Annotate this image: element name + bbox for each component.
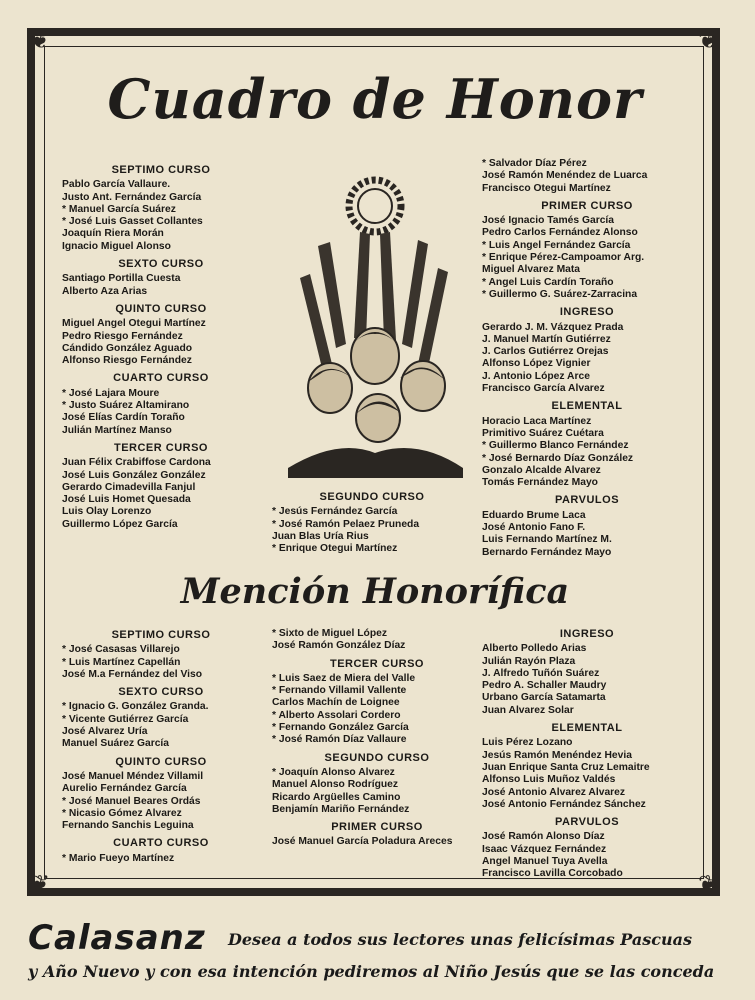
student-name: Fernando Sanchis Leguina bbox=[62, 820, 194, 832]
course-group bbox=[482, 158, 692, 195]
course-heading: ELEMENTAL bbox=[551, 400, 623, 413]
student-name: José Ramón Menéndez de Luarca bbox=[482, 170, 648, 182]
name-list bbox=[482, 643, 692, 717]
course-heading: ELEMENTAL bbox=[551, 722, 623, 735]
name-list bbox=[482, 416, 692, 490]
page-title: Cuadro de Honor bbox=[107, 67, 643, 131]
student-name: * José Manuel Beares Ordás bbox=[62, 795, 201, 807]
cuadro-middle-column bbox=[272, 491, 472, 555]
student-name: Juan Blas Uría Rius bbox=[272, 530, 369, 542]
course-group bbox=[62, 686, 260, 750]
student-name: José Luis Homet Quesada bbox=[62, 494, 191, 506]
student-name: Luis Olay Lorenzo bbox=[62, 506, 152, 518]
course-group bbox=[62, 372, 260, 436]
student-name: * Enrique Otegui Martínez bbox=[272, 543, 398, 555]
name-list bbox=[62, 771, 260, 832]
student-name: José Manuel Méndez Villamil bbox=[62, 770, 204, 782]
course-group bbox=[62, 258, 260, 298]
student-name: J. Carlos Gutiérrez Orejas bbox=[482, 346, 609, 358]
student-name: Horacio Laca Martínez bbox=[482, 415, 592, 427]
student-name: Manuel Alonso Rodríguez bbox=[272, 779, 399, 791]
student-name: Francisco García Alvarez bbox=[482, 383, 605, 395]
student-name: * Luis Angel Fernández García bbox=[482, 239, 631, 251]
student-name: J. Antonio López Arce bbox=[482, 370, 590, 382]
student-name: * Vicente Gutiérrez García bbox=[62, 713, 189, 725]
course-heading: INGRESO bbox=[559, 306, 615, 319]
course-heading: CUARTO CURSO bbox=[113, 372, 209, 385]
section-subtitle: Mención Honorífica bbox=[180, 571, 570, 612]
course-heading: QUINTO CURSO bbox=[115, 755, 207, 768]
student-name: Gerardo Cimadevilla Fanjul bbox=[62, 481, 196, 493]
student-name: Jesús Ramón Menéndez Hevia bbox=[482, 749, 632, 761]
course-heading: SEGUNDO CURSO bbox=[324, 751, 430, 764]
course-group bbox=[272, 491, 472, 555]
course-group bbox=[272, 628, 482, 653]
student-name: Juan Enrique Santa Cruz Lemaitre bbox=[482, 761, 650, 773]
student-name: * Ignacio G. González Granda. bbox=[62, 701, 209, 713]
name-list bbox=[62, 644, 260, 681]
course-group bbox=[482, 306, 692, 395]
student-name: Luis Pérez Lozano bbox=[482, 737, 573, 749]
student-name: Alfonso López Vignier bbox=[482, 358, 591, 370]
course-group bbox=[482, 816, 692, 880]
name-list bbox=[62, 388, 260, 437]
course-heading: PARVULOS bbox=[554, 494, 620, 507]
student-name: José Antonio Alvarez Alvarez bbox=[482, 786, 626, 798]
name-list bbox=[482, 215, 692, 301]
name-list bbox=[62, 853, 260, 865]
student-name: Cándido González Aguado bbox=[62, 342, 193, 354]
course-group bbox=[62, 303, 260, 367]
student-name: Alfonso Riesgo Fernández bbox=[62, 355, 192, 367]
student-name: * Guillermo Blanco Fernández bbox=[482, 440, 629, 452]
student-name: * Fernando Villamil Vallente bbox=[272, 685, 407, 697]
student-name: Miguel Angel Otegui Martínez bbox=[62, 318, 206, 330]
student-name: * Jesús Fernández García bbox=[272, 506, 398, 518]
student-name: * Fernando González García bbox=[272, 722, 409, 734]
name-list bbox=[62, 701, 260, 750]
name-list bbox=[62, 457, 260, 531]
mencion-right-column bbox=[482, 628, 692, 881]
student-name: José Alvarez Uría bbox=[62, 726, 148, 738]
student-name: Francisco Lavilla Corcobado bbox=[482, 868, 623, 880]
course-heading: INGRESO bbox=[559, 628, 615, 640]
student-name: Alfonso Luis Muñoz Valdés bbox=[482, 774, 616, 786]
student-name: José Ramón González Díaz bbox=[272, 640, 406, 652]
student-name: Pedro A. Schaller Maudry bbox=[482, 680, 607, 692]
student-name: * Enrique Pérez-Campoamor Arg. bbox=[482, 252, 645, 264]
student-name: * Angel Luis Cardín Toraño bbox=[482, 276, 614, 288]
corner-ornament-icon: ❦ bbox=[29, 870, 51, 898]
name-list bbox=[482, 737, 692, 811]
student-name: Gerardo J. M. Vázquez Prada bbox=[482, 321, 624, 333]
course-heading: PARVULOS bbox=[554, 816, 620, 829]
course-heading: SEGUNDO CURSO bbox=[319, 491, 425, 503]
student-name: * Manuel García Suárez bbox=[62, 203, 176, 215]
student-name: Ignacio Miguel Alonso bbox=[62, 240, 171, 252]
course-group bbox=[482, 722, 692, 811]
student-name: Juan Alvarez Solar bbox=[482, 704, 574, 716]
name-list bbox=[272, 673, 482, 747]
name-list bbox=[272, 767, 482, 816]
student-name: Aurelio Fernández García bbox=[62, 783, 187, 795]
name-list bbox=[272, 836, 482, 848]
student-name: Juan Félix Crabiffose Cardona bbox=[62, 457, 211, 469]
student-name: Tomás Fernández Mayo bbox=[482, 477, 598, 489]
course-group bbox=[62, 629, 260, 681]
student-name: José Luis González González bbox=[62, 469, 206, 481]
student-name: Alberto Aza Arias bbox=[62, 285, 148, 297]
student-name: Santiago Portilla Cuesta bbox=[62, 273, 181, 285]
course-heading: TERCER CURSO bbox=[329, 657, 424, 670]
student-name: J. Alfredo Tuñón Suárez bbox=[482, 667, 600, 679]
corner-ornament-icon: ❦ bbox=[697, 870, 719, 898]
student-name: Alberto Polledo Arias bbox=[482, 643, 587, 655]
student-name: Pablo García Vallaure. bbox=[62, 179, 171, 191]
course-heading: CUARTO CURSO bbox=[113, 837, 209, 850]
student-name: Carlos Machín de Loignee bbox=[272, 697, 400, 709]
student-name: Guillermo López García bbox=[62, 518, 178, 530]
student-name: * José Lajara Moure bbox=[62, 387, 160, 399]
course-heading: SEPTIMO CURSO bbox=[111, 164, 211, 176]
name-list bbox=[482, 158, 692, 195]
course-group bbox=[62, 442, 260, 531]
name-list bbox=[272, 628, 482, 653]
student-name: * Salvador Díaz Pérez bbox=[482, 158, 587, 169]
course-group bbox=[272, 821, 482, 849]
course-heading: SEPTIMO CURSO bbox=[111, 629, 211, 641]
student-name: * Mario Fueyo Martínez bbox=[62, 852, 175, 864]
student-name: * Alberto Assolari Cordero bbox=[272, 709, 401, 721]
student-name: Ricardo Argüelles Camino bbox=[272, 791, 401, 803]
student-name: Luis Fernando Martínez M. bbox=[482, 534, 612, 546]
course-group bbox=[482, 494, 692, 558]
student-name: Urbano García Satamarta bbox=[482, 692, 606, 704]
student-name: Julián Rayón Plaza bbox=[482, 655, 576, 667]
footer-greeting-line-2: y Año Nuevo y con esa intención pediremos al Niño Jesús que se las conceda bbox=[28, 962, 715, 981]
name-list bbox=[482, 322, 692, 396]
name-list bbox=[62, 318, 260, 367]
corner-ornament-icon: ❦ bbox=[697, 26, 719, 54]
student-name: José Ignacio Tamés García bbox=[482, 215, 615, 227]
student-name: Benjamín Mariño Fernández bbox=[272, 803, 410, 815]
student-name: * José Bernardo Díaz González bbox=[482, 452, 634, 464]
course-group bbox=[272, 658, 482, 747]
student-name: José Antonio Fernández Sánchez bbox=[482, 798, 646, 810]
student-name: Manuel Suárez García bbox=[62, 738, 170, 750]
course-group bbox=[62, 164, 260, 253]
student-name: * Sixto de Miguel López bbox=[272, 628, 387, 639]
student-name: Isaac Vázquez Fernández bbox=[482, 843, 607, 855]
student-name: Bernardo Fernández Mayo bbox=[482, 546, 612, 558]
name-list bbox=[482, 831, 692, 880]
student-name: * Guillermo G. Suárez-Zarracina bbox=[482, 288, 638, 300]
name-list bbox=[482, 510, 692, 559]
cuadro-left-column bbox=[62, 164, 260, 531]
student-name: * José Luis Gasset Collantes bbox=[62, 216, 203, 228]
cuadro-right-column bbox=[482, 158, 692, 559]
student-name: José M.a Fernández del Viso bbox=[62, 668, 203, 680]
brand-name: Calasanz bbox=[28, 918, 206, 958]
course-group bbox=[482, 200, 692, 301]
course-heading: PRIMER CURSO bbox=[331, 821, 423, 834]
mencion-left-column bbox=[62, 629, 260, 865]
student-name: Julián Martínez Manso bbox=[62, 424, 172, 436]
course-heading: SEXTO CURSO bbox=[118, 258, 204, 271]
student-name: José Elías Cardín Toraño bbox=[62, 412, 185, 424]
course-heading: SEXTO CURSO bbox=[118, 686, 204, 699]
student-name: Angel Manuel Tuya Avella bbox=[482, 856, 608, 868]
student-name: * José Casasas Villarejo bbox=[62, 644, 180, 656]
student-name: * Luis Martínez Capellán bbox=[62, 656, 181, 668]
student-name: * Justo Suárez Altamirano bbox=[62, 400, 190, 412]
course-group bbox=[62, 837, 260, 865]
student-name: Pedro Riesgo Fernández bbox=[62, 330, 183, 342]
student-name: * Nicasio Gómez Alvarez bbox=[62, 807, 182, 819]
mencion-middle-column bbox=[272, 628, 482, 849]
student-name: Primitivo Suárez Cuétara bbox=[482, 427, 604, 439]
footer-greeting-line-1: Desea a todos sus lectores unas felicísimas Pascuas bbox=[228, 930, 693, 949]
student-name: José Ramón Alonso Díaz bbox=[482, 831, 605, 843]
student-name: * José Ramón Pelaez Pruneda bbox=[272, 518, 420, 530]
corner-ornament-icon: ❦ bbox=[29, 26, 51, 54]
course-group bbox=[62, 756, 260, 833]
student-name: Justo Ant. Fernández García bbox=[62, 191, 202, 203]
student-name: * José Ramón Díaz Vallaure bbox=[272, 734, 407, 746]
course-group bbox=[482, 400, 692, 489]
student-name: Pedro Carlos Fernández Alonso bbox=[482, 227, 638, 239]
student-name: * Luis Saez de Miera del Valle bbox=[272, 672, 416, 684]
course-group bbox=[272, 752, 482, 816]
student-name: José Antonio Fano F. bbox=[482, 522, 586, 534]
student-name: Eduardo Brume Laca bbox=[482, 509, 586, 521]
course-heading: PRIMER CURSO bbox=[541, 199, 633, 212]
wreath-and-raised-hands-illustration bbox=[278, 168, 473, 478]
student-name: Joaquín Riera Morán bbox=[62, 228, 164, 240]
student-name: Gonzalo Alcalde Alvarez bbox=[482, 464, 601, 476]
student-name: José Manuel García Poladura Areces bbox=[272, 836, 453, 848]
course-heading: QUINTO CURSO bbox=[115, 302, 207, 315]
course-group bbox=[482, 628, 692, 717]
student-name: Miguel Alvarez Mata bbox=[482, 264, 581, 276]
course-heading: TERCER CURSO bbox=[113, 441, 208, 454]
name-list bbox=[62, 273, 260, 298]
name-list bbox=[272, 506, 472, 555]
student-name: * Joaquín Alonso Alvarez bbox=[272, 766, 395, 778]
student-name: J. Manuel Martín Gutiérrez bbox=[482, 333, 611, 345]
student-name: Francisco Otegui Martínez bbox=[482, 182, 611, 194]
name-list bbox=[62, 179, 260, 253]
